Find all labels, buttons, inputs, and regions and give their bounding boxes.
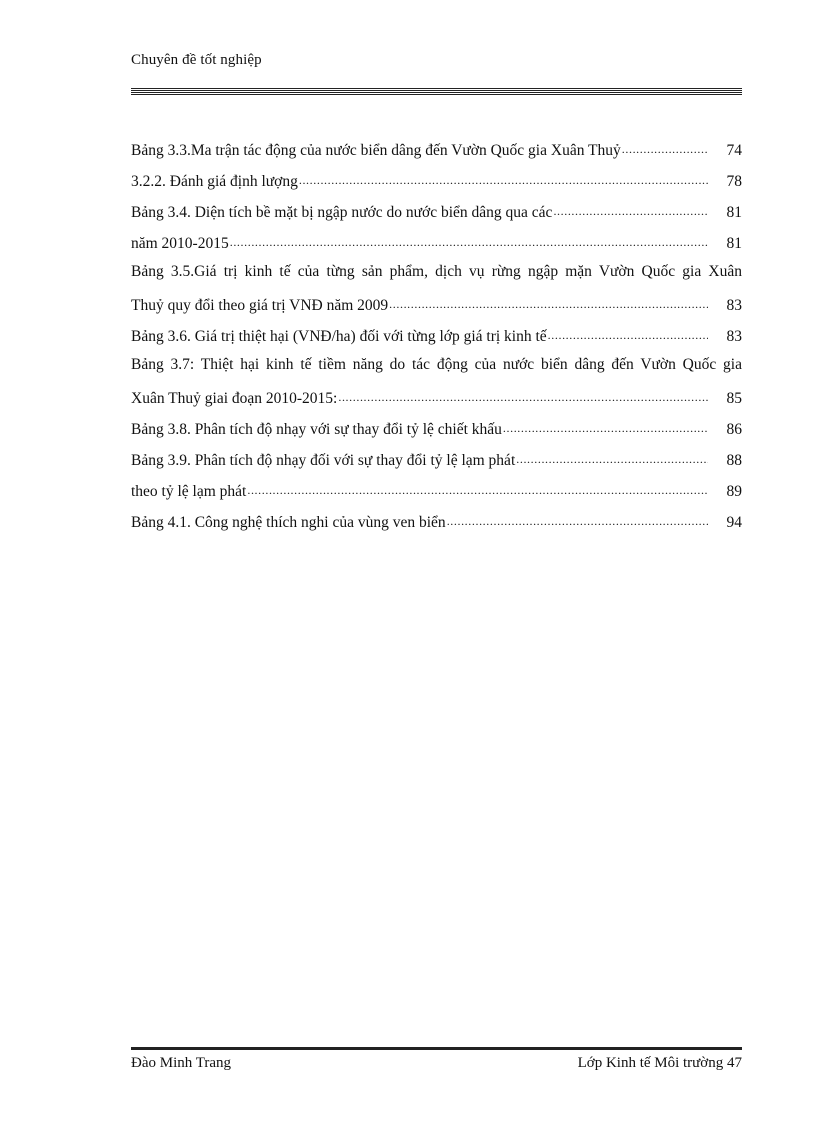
toc-entry[interactable] (131, 170, 742, 201)
toc-entry-title: Xuân Thuỷ giai đoạn 2010-2015: (131, 389, 338, 407)
toc-entry[interactable] (131, 480, 742, 511)
footer-author: Đào Minh Trang (131, 1055, 232, 1071)
toc-leader-dots (389, 294, 708, 310)
toc-entry[interactable] (131, 387, 742, 418)
toc-entry-title: Bảng 3.9. Phân tích độ nhạy đối với sự thay đổi tỷ lệ lạm phát (131, 451, 516, 469)
toc-leader-dots (338, 387, 708, 403)
toc-entry-page: 74 (726, 141, 742, 159)
toc-entry-page: 94 (726, 513, 742, 531)
toc-entry[interactable] (131, 201, 742, 232)
toc-entry-page: 83 (726, 296, 742, 314)
header-divider (131, 88, 742, 95)
toc-leader-dots (230, 232, 708, 248)
toc-entry[interactable] (131, 139, 742, 170)
toc-entry-title: Bảng 3.8. Phân tích độ nhạy với sự thay đổi tỷ lệ chiết khấu (131, 420, 502, 438)
footer-divider (131, 1047, 742, 1050)
toc-leader-dots (516, 449, 708, 465)
toc-leader-dots (548, 325, 708, 341)
header-title: Chuyên đề tốt nghiệp (131, 52, 262, 68)
toc-entry-page: 81 (726, 203, 742, 221)
toc-entry[interactable] (131, 232, 742, 263)
toc-entry-title: 3.2.2. Đánh giá định lượng (131, 172, 298, 190)
toc-entry-title: theo tỷ lệ lạm phát (131, 482, 247, 500)
toc-leader-dots (553, 201, 708, 217)
toc-entry-page: 89 (726, 482, 742, 500)
toc-entry[interactable] (131, 511, 742, 542)
toc-entry[interactable] (131, 294, 742, 325)
toc-leader-dots (503, 418, 708, 434)
toc-entry-title: Bảng 3.7: Thiệt hại kinh tế tiềm năng do tác động của nước biển dâng đến Vườn Quốc gia (131, 356, 742, 373)
toc-leader-dots (299, 170, 708, 186)
toc-entry-title: Thuỷ quy đổi theo giá trị VNĐ năm 2009 (131, 296, 389, 314)
toc-entry-title: Bảng 3.4. Diện tích bề mặt bị ngập nước do nước biển dâng qua các (131, 203, 553, 221)
toc-entry-page: 86 (726, 420, 742, 438)
toc-entry[interactable] (131, 449, 742, 480)
toc-entry-title: năm 2010-2015 (131, 234, 229, 252)
toc-entry[interactable] (131, 356, 742, 387)
toc-entry-title: Bảng 3.6. Giá trị thiệt hại (VNĐ/ha) đối với từng lớp giá trị kinh tế (131, 327, 547, 345)
toc-entry[interactable] (131, 263, 742, 294)
toc-entry-title: Bảng 4.1. Công nghệ thích nghi của vùng ven biển (131, 513, 446, 531)
toc-entry-page: 81 (726, 234, 742, 252)
table-of-contents (131, 139, 742, 542)
toc-leader-dots (247, 480, 708, 496)
toc-entry-page: 85 (726, 389, 742, 407)
toc-entry-page: 78 (726, 172, 742, 190)
toc-entry[interactable] (131, 418, 742, 449)
toc-entry[interactable] (131, 325, 742, 356)
toc-entry-page: 83 (726, 327, 742, 345)
toc-entry-page: 88 (726, 451, 742, 469)
toc-entry-title: Bảng 3.3.Ma trận tác động của nước biển dâng đến Vườn Quốc gia Xuân Thuỷ (131, 141, 621, 159)
footer-class-name: Lớp Kinh tế Môi trường 47 (577, 1055, 742, 1071)
toc-leader-dots (447, 511, 708, 527)
toc-entry-title: Bảng 3.5.Giá trị kinh tế của từng sản phẩm, dịch vụ rừng ngập mặn Vườn Quốc gia Xuân (131, 263, 742, 280)
toc-leader-dots (622, 139, 708, 155)
